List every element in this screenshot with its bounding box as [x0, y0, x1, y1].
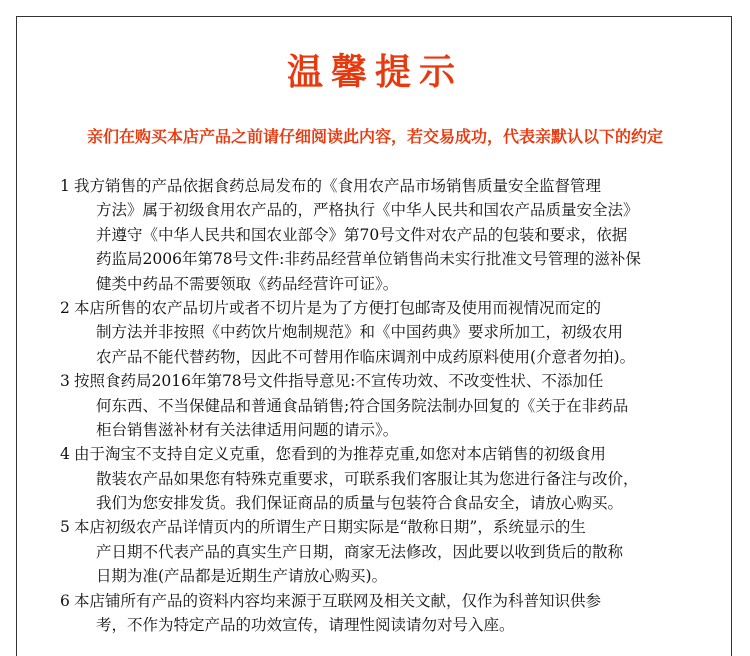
item-line: 何东西、不当保健品和普通食品销售;符合国务院法制办回复的《关于在非药品	[96, 396, 629, 415]
item-line: 散装农产品如果您有特殊克重要求，可联系我们客服让其为您进行备注与改价，	[96, 469, 639, 488]
item-number: 3	[60, 372, 70, 391]
item-line: 健类中药品不需要领取《药品经营许可证》。	[96, 274, 399, 293]
page-title: 温馨提示	[286, 51, 463, 93]
item-line: 产日期不代表产品的真实生产日期，商家无法修改，因此要以收到货后的散称	[96, 542, 624, 561]
item-line: 方法》属于初级食用农产品的，严格执行《中华人民共和国农产品质量安全法》	[96, 201, 639, 220]
item-line: 农产品不能代替药物，因此不可替用作临床调剂中成药原料使用(介意者勿拍)。	[96, 347, 636, 366]
notice-item-1	[60, 174, 700, 296]
item-number: 4	[60, 445, 70, 464]
notice-list	[60, 174, 700, 637]
notice-item-3	[60, 369, 700, 442]
item-line: 我们为您安排发货。我们保证商品的质量与包装符合食品安全，请放心购买。	[96, 494, 624, 513]
item-line: 日期为准(产品都是近期生产请放心购买)。	[96, 567, 388, 586]
item-line: 由于淘宝不支持自定义克重，您看到的为推荐克重,如您对本店销售的初级食用	[74, 445, 606, 464]
item-line: 按照食药局2016年第78号文件指导意见:不宣传功效、不改变性状、不添加任	[74, 372, 604, 391]
notice-item-6	[60, 589, 700, 638]
item-line: 我方销售的产品依据食药总局发布的《食用农产品市场销售质量安全监督管理	[74, 177, 602, 195]
notice-item-2	[60, 296, 700, 369]
notice-subtitle: 亲们在购买本店产品之前请仔细阅读此内容，若交易成功，代表亲默认以下的约定	[86, 127, 663, 146]
item-line: 本店所售的农产品切片或者不切片是为了方便打包邮寄及使用而视情况而定的	[74, 298, 602, 317]
item-line: 本店初级农产品详情页内的所谓生产日期实际是“散称日期”，系统显示的生	[74, 518, 586, 537]
item-number: 1	[60, 177, 70, 195]
notice-item-5	[60, 515, 700, 588]
item-line: 柜台销售滋补材有关法律适用问题的请示》。	[96, 420, 399, 439]
item-number: 6	[60, 591, 70, 610]
item-line: 并遵守《中华人民共和国农业部令》第70号文件对农产品的包装和要求，依据	[96, 225, 628, 244]
item-number: 2	[60, 298, 70, 317]
item-line: 制方法并非按照《中药饮片炮制规范》和《中国药典》要求所加工，初级农用	[96, 323, 624, 342]
item-number: 5	[60, 518, 70, 537]
item-line: 本店铺所有产品的资料内容均来源于互联网及相关文献，仅作为科普知识供参	[74, 591, 602, 610]
item-line: 药监局2006年第78号文件:非药品经营单位销售尚未实行批准文号管理的滋补保	[96, 250, 641, 269]
notice-item-4	[60, 442, 700, 515]
item-line: 考，不作为特定产品的功效宣传，请理性阅读请勿对号入座。	[96, 616, 515, 635]
